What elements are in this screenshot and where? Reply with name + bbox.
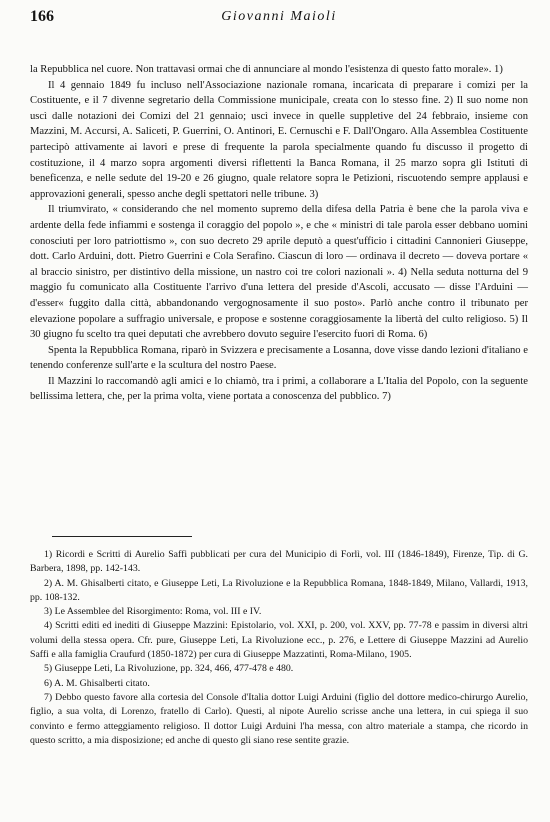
paragraph-4: Spenta la Repubblica Romana, riparò in Svizzera e precisamente a Losanna, dove visse dando lezioni d'italiano e tenendo conferenze sull'arte e la scultura del nostro Paese.	[30, 344, 528, 372]
footnotes	[30, 548, 528, 748]
page-number: 166	[30, 8, 54, 25]
paragraph-5: Il Mazzini lo raccomandò agli amici e lo chiamò, tra i primi, a collaborare a L'Italia del Popolo, con la seguente bellissima lettera, che, per la prima volta, viene portata a conoscenza del pubblico. 7)	[30, 375, 528, 403]
paragraph-3: Il triumvirato, « considerando che nel momento supremo della difesa della Patria è bene che la parola viva e ardente della fede infiammi e sostenga il coraggio del popolo », e che « ministri di tale parola esser debbano uomini conosciuti per loro patriottismo », con suo decreto 29 aprile deputò a quest'ufficio i cittadini Cannonieri Giuseppe, dott. Carlo Arduini, dott. Pietro Guerrini e Cola Serafino. Ciascun di loro — ordinava il decreto — doveva portare « al braccio sinistro, per distintivo della missione, un nastro coi tre colori nazionali ». 4) Nella seduta notturna del 9 maggio fu comunicato alla Costituente l'arrivo d'una lettera del preside d'Ascoli, accusato — disse l'Arduini — d'esser« fuggito dalla città, abbandonando vergognosamente il suo posto». Parlò anche contro il tribunato per elevazione popolare a suffragio universale, e propose e sostenne coraggiosamente la libertà del culto religioso. 5) Il 30 giugno fu scelto tra quei deputati che avrebbero dovuto seguire l'esercito fuori di Roma. 6)	[30, 204, 528, 341]
footnote-5: 5) Giuseppe Leti, La Rivoluzione, pp. 324, 466, 477-478 e 480.	[44, 663, 294, 675]
paragraph-2: Il 4 gennaio 1849 fu incluso nell'Associazione nazionale romana, incaricata di preparare i comizi per la Costituente, e il 7 divenne segretario della Commissione municipale, creata con lo stesso fine. 2) Il suo nome non uscì dalle notazioni dei Comizi del 21 gennaio; uscì invece in quelle suppletive del 24 febbraio, insieme con Mazzini, M. Accursi, A. Saliceti, P. Guerrini, O. Antinori, E. Cernuschi e F. Dall'Ongaro. Alla Assemblea Costituente partecipò attivamente ai lavori e prese di frequente la parola specialmente quando fu discusso il progetto di costituzione, il 4 marzo sopra argomenti diversi riflettenti la Banca Romana, il 25 marzo sopra gli Istituti di beneficenza, e nelle sedute del 19-20 e 26 giugno, quale relatore sopra le Petizioni, riscuotendo sempre applausi e approvazioni generali, spesso anche degli spettatori nelle tribune. 3)	[30, 79, 528, 200]
footnote-7: 7) Debbo questo favore alla cortesia del Console d'Italia dottor Luigi Arduini (figlio del dottore medico-chirurgo Aurelio, figlio, a sua volta, di Lorenzo, fratello di Carlo). Questi, al nipote Aurelio scrisse anche una lettera, in cui spiega il suo convinto e fermo atteggiamento religioso. Il dottor Luigi Arduini l'ha messa, con altro materiale a stampa, che ricordo in questo scritto, a mia disposizione; ed anche di questo gli siano rese sentite grazie.	[30, 691, 528, 746]
footnote-3: 3) Le Assemblee del Risorgimento: Roma, vol. III e IV.	[44, 606, 262, 618]
page-header	[30, 6, 528, 30]
main-text	[30, 62, 528, 405]
running-title: Giovanni Maioli	[221, 9, 337, 24]
footnote-separator	[52, 536, 192, 537]
footnote-4: 4) Scritti editi ed inediti di Giuseppe Mazzini: Epistolario, vol. XXI, p. 200, vol. XXV, pp. 77-78 e passim in diversi altri volumi della stessa opera. Cfr. pure, Giuseppe Leti, La Rivoluzione ecc., p. 276, e Lettere di Giuseppe Mazzini ad Aurelio Saffi e alla famiglia Craufurd (1850-1872) per cura di Giuseppe Mazzatinti, Roma-Milano, 1905.	[30, 620, 528, 661]
paragraph-1: la Repubblica nel cuore. Non trattavasi ormai che di annunciare al mondo l'esistenza di questo fatto morale». 1)	[30, 64, 503, 75]
footnote-2: 2) A. M. Ghisalberti citato, e Giuseppe Leti, La Rivoluzione e la Repubblica Romana, 1848-1849, Milano, Vallardi, 1913, pp. 108-132.	[30, 577, 528, 603]
footnote-1: 1) Ricordi e Scritti di Aurelio Saffi pubblicati per cura del Municipio di Forlì, vol. III (1846-1849), Firenze, Tip. di G. Barbera, 1898, pp. 142-143.	[30, 549, 528, 575]
footnote-6: 6) A. M. Ghisalberti citato.	[44, 677, 150, 689]
